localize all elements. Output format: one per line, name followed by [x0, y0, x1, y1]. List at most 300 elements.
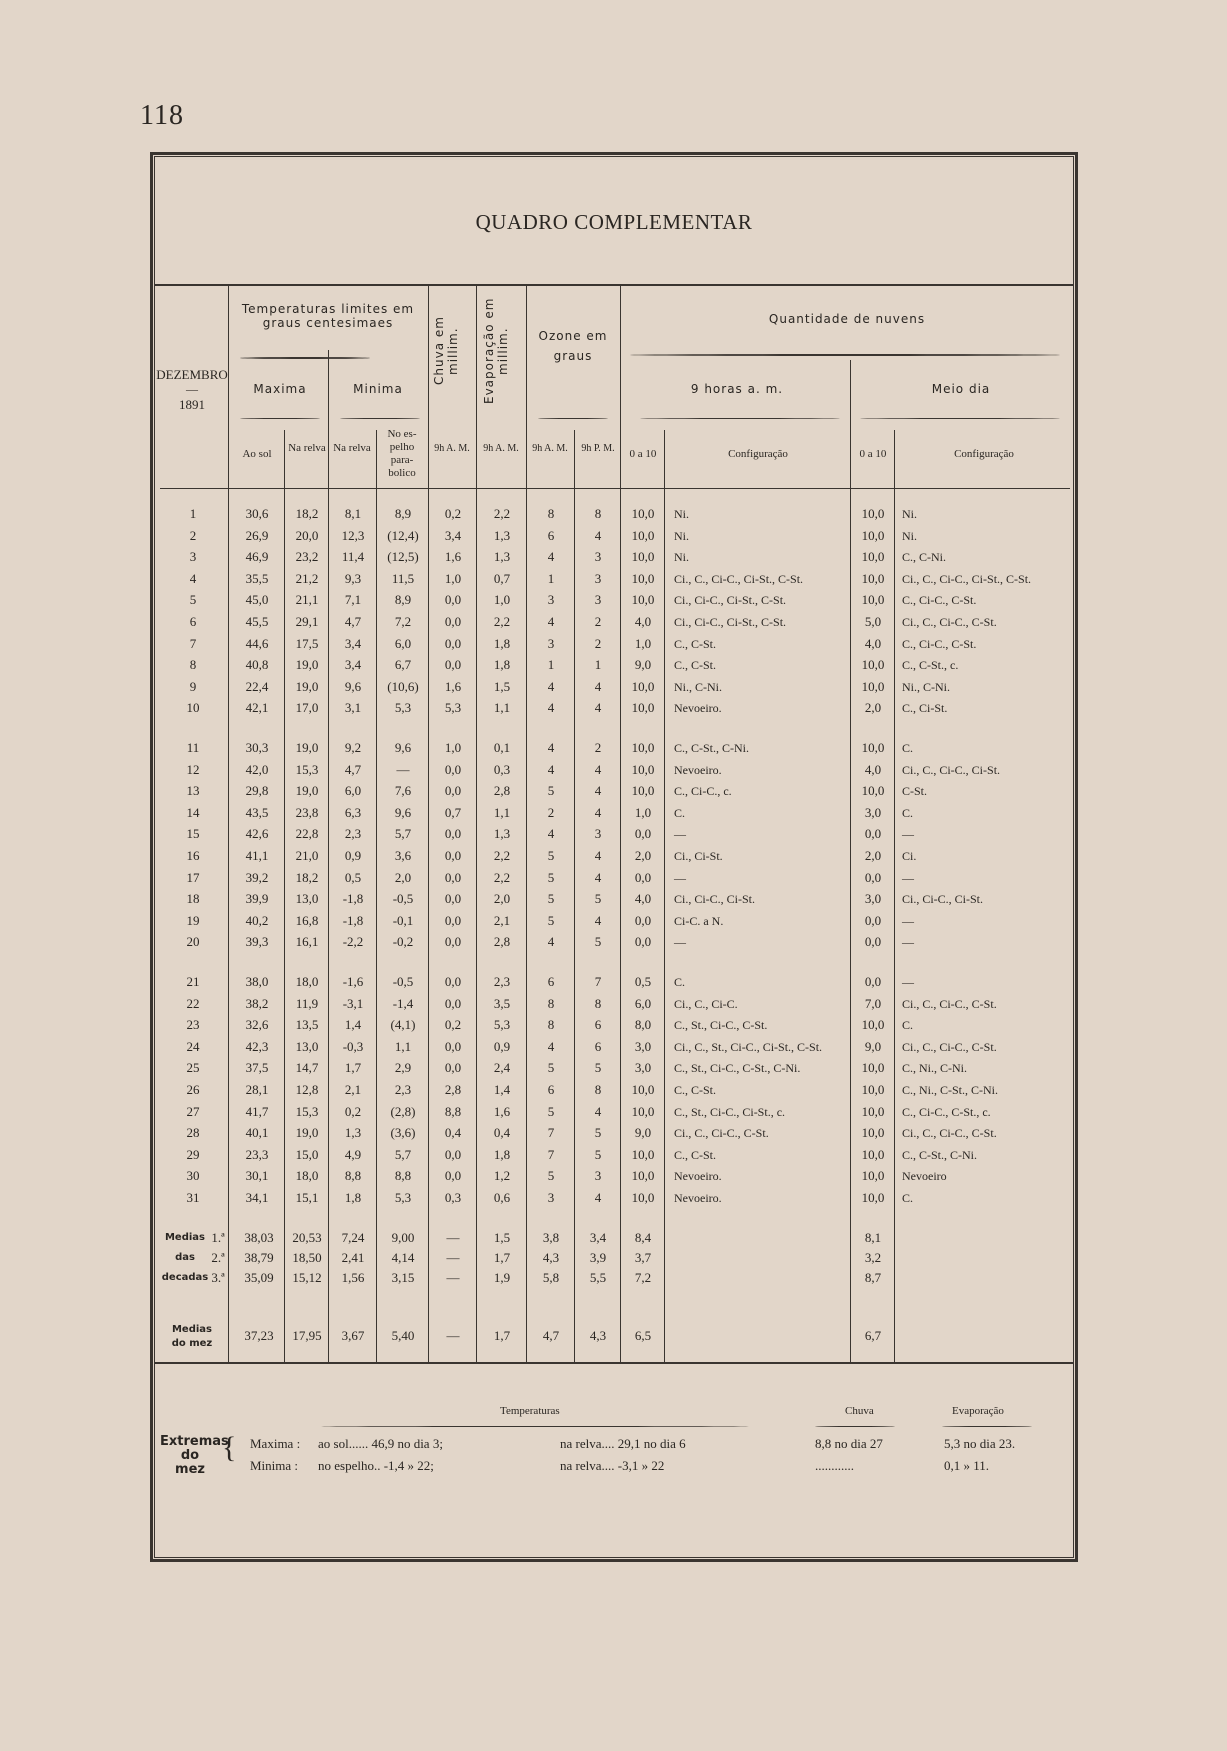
cell-day: 26: [186, 1082, 200, 1097]
cell-nuvens-md-qtd: 3,0: [864, 891, 882, 907]
cell-evaporacao-9h: 1,3: [493, 826, 511, 842]
cell-nuvens-md-config: C.: [902, 1191, 914, 1205]
footer-swash: [320, 1426, 750, 1427]
cell-min-no-espelho: -0,1: [392, 912, 414, 928]
cell-min-no-espelho: (3,6): [390, 1125, 416, 1141]
cell-evaporacao-9h: 2,2: [493, 848, 511, 863]
cell-nuvens-md-config: —: [902, 975, 914, 989]
col-rule: [428, 284, 429, 1362]
header-swash: [860, 418, 1060, 419]
cell-max-na-relva: 21,1: [295, 592, 319, 608]
medias-mez-cell: 6,7: [864, 1328, 882, 1343]
cell-ozone-9h-pm: 2: [594, 614, 602, 629]
cell-nuvens-am-qtd: 3,0: [634, 1038, 652, 1054]
cell-ozone-9h-pm: 4: [594, 783, 602, 799]
cell-max-na-relva: 19,0: [295, 1125, 319, 1141]
cell-nuvens-am-config: C., St., Ci-C., C-St.: [674, 1018, 768, 1033]
header-configuracao-am: Configuração: [728, 448, 788, 460]
cell-nuvens-md-config: C., C-Ni.: [902, 550, 947, 565]
cell-min-no-espelho: 8,9: [394, 592, 412, 608]
cell-ozone-9h-am: 4: [547, 678, 555, 694]
cell-day: 29: [186, 1146, 200, 1162]
medias-mez-cell: 4,7: [542, 1328, 560, 1343]
extremas-chuva-heading: Chuva: [845, 1405, 874, 1417]
extremas-max-label: Maxima :: [250, 1436, 301, 1451]
medias-decadas-cell: 4,3: [542, 1250, 560, 1265]
extremas-evaporacao-heading: Evaporação: [952, 1405, 1004, 1417]
cell-ozone-9h-am: 4: [547, 826, 555, 842]
cell-chuva-9h: 0,7: [444, 804, 462, 820]
cell-day: 21: [186, 974, 200, 989]
cell-chuva-9h: 0,0: [444, 891, 462, 907]
cell-max-na-relva: 15,3: [295, 1103, 319, 1119]
cell-min-no-espelho: 6,0: [394, 635, 412, 651]
cell-chuva-9h: 1,0: [444, 740, 462, 755]
cell-nuvens-am-qtd: 10,0: [631, 1082, 655, 1097]
medias-decadas-cell: 1,7: [493, 1250, 511, 1265]
cell-nuvens-am-config: C., C-St.: [674, 658, 717, 673]
cell-ozone-9h-pm: 7: [594, 974, 602, 989]
cell-nuvens-md-config: —: [902, 827, 914, 842]
cell-nuvens-am-config: Ci., Ci-C., Ci-St., C-St.: [674, 615, 787, 629]
cell-max-ao-sol: 40,2: [245, 912, 269, 928]
cell-min-na-relva: 6,0: [344, 783, 362, 799]
cell-nuvens-md-qtd: 0,0: [864, 826, 882, 842]
medias-decadas-cell: 1.ª: [211, 1230, 225, 1245]
cell-nuvens-am-config: C., C-St.: [674, 636, 717, 651]
cell-max-na-relva: 18,0: [295, 1168, 319, 1184]
cell-nuvens-md-qtd: 2,0: [864, 848, 882, 863]
cell-chuva-9h: 5,3: [444, 700, 462, 716]
cell-nuvens-md-config: Ni., C-Ni.: [902, 679, 950, 694]
cell-ozone-9h-pm: 2: [594, 635, 602, 651]
cell-nuvens-am-qtd: 10,0: [631, 761, 655, 777]
cell-nuvens-md-config: C., Ci-St.: [902, 701, 948, 716]
cell-max-ao-sol: 26,9: [245, 527, 269, 543]
cell-day: 5: [189, 592, 197, 608]
cell-evaporacao-9h: 0,3: [493, 761, 511, 777]
cell-max-ao-sol: 42,0: [245, 761, 269, 777]
medias-decadas-cell: —: [446, 1230, 460, 1245]
medias-decadas-cell: 2,41: [341, 1250, 365, 1265]
medias-decadas-label-1: Medias: [164, 1232, 206, 1243]
cell-ozone-9h-pm: 8: [594, 506, 602, 521]
medias-decadas-cell: 20,53: [292, 1230, 322, 1245]
cell-nuvens-am-config: C., C-St.: [674, 1147, 717, 1162]
cell-nuvens-md-config: C.: [902, 1018, 914, 1033]
page-number: 118: [140, 100, 184, 131]
col-rule: [526, 284, 527, 1362]
cell-ozone-9h-am: 4: [547, 549, 555, 565]
cell-chuva-9h: 0,0: [444, 934, 462, 950]
cell-max-ao-sol: 42,1: [245, 700, 269, 716]
cell-nuvens-am-qtd: 0,0: [634, 934, 652, 950]
cell-nuvens-md-config: —: [902, 935, 914, 950]
cell-nuvens-am-config: C., C-St., C-Ni.: [674, 741, 750, 755]
cell-nuvens-am-config: Ni., C-Ni.: [674, 679, 722, 694]
cell-nuvens-md-qtd: 10,0: [861, 1125, 885, 1141]
cell-day: 22: [186, 995, 200, 1011]
cell-max-ao-sol: 41,7: [245, 1103, 269, 1119]
cell-ozone-9h-pm: 8: [594, 995, 602, 1011]
cell-min-no-espelho: -1,4: [392, 995, 414, 1011]
cell-nuvens-am-qtd: 0,0: [634, 869, 652, 885]
cell-max-ao-sol: 45,5: [245, 614, 269, 629]
cell-max-ao-sol: 22,4: [245, 678, 269, 694]
cell-ozone-9h-am: 7: [547, 1125, 555, 1141]
medias-decadas-cell: 3,15: [391, 1270, 415, 1285]
medias-decadas-cell: 38,79: [244, 1250, 274, 1265]
cell-ozone-9h-am: 5: [547, 1168, 555, 1184]
cell-evaporacao-9h: 2,8: [493, 934, 511, 950]
cell-max-na-relva: 13,0: [295, 891, 319, 907]
cell-min-no-espelho: 9,6: [394, 804, 412, 820]
col-rule: [476, 284, 477, 1362]
cell-day: 16: [186, 848, 200, 863]
header-swash: [240, 357, 370, 359]
header-minima: Minima: [353, 382, 403, 396]
cell-min-no-espelho: 5,3: [394, 700, 412, 716]
cell-nuvens-md-config: —: [902, 870, 914, 885]
cell-day: 17: [186, 869, 200, 885]
cell-max-ao-sol: 39,3: [245, 934, 269, 950]
cell-min-na-relva: 3,4: [344, 657, 362, 673]
cell-nuvens-md-config: Ci., Ci-C., Ci-St.: [902, 892, 984, 907]
cell-nuvens-md-qtd: 10,0: [861, 527, 885, 543]
extremas-label-2: do: [180, 1448, 200, 1463]
cell-day: 27: [186, 1103, 200, 1119]
cell-ozone-9h-pm: 4: [594, 527, 602, 543]
cell-chuva-9h: 0,0: [444, 783, 462, 799]
medias-decadas-cell: 1,56: [341, 1270, 365, 1285]
cell-min-na-relva: 1,7: [344, 1060, 362, 1076]
cell-chuva-9h: 1,6: [444, 549, 462, 565]
cell-ozone-9h-pm: 5: [594, 1146, 602, 1162]
col-rule: [574, 430, 575, 1362]
cell-min-no-espelho: 8,8: [394, 1168, 412, 1184]
cell-min-no-espelho: 2,9: [394, 1060, 412, 1076]
cell-min-na-relva: 1,3: [344, 1125, 362, 1141]
extremas-min-espelho: no espelho.. -1,4 » 22;: [318, 1458, 434, 1473]
cell-max-na-relva: 15,1: [295, 1190, 319, 1205]
footer-swash: [815, 1426, 895, 1427]
medias-decadas-cell: 7,2: [634, 1270, 652, 1285]
cell-evaporacao-9h: 1,1: [493, 700, 511, 716]
cell-nuvens-md-qtd: 0,0: [864, 974, 882, 989]
cell-min-na-relva: 0,9: [344, 848, 362, 863]
cell-min-no-espelho: 5,7: [394, 1146, 412, 1162]
cell-evaporacao-9h: 1,8: [493, 1146, 511, 1162]
cell-max-na-relva: 16,1: [295, 934, 319, 950]
cell-ozone-9h-am: 8: [547, 1017, 555, 1033]
title-rule: [154, 284, 1074, 286]
extremas-temperaturas-heading: Temperaturas: [500, 1405, 560, 1417]
cell-nuvens-am-config: C., C-St.: [674, 1083, 717, 1097]
cell-nuvens-md-qtd: 0,0: [864, 869, 882, 885]
cell-ozone-9h-pm: 6: [594, 1017, 602, 1033]
cell-nuvens-md-qtd: 3,0: [864, 804, 882, 820]
cell-nuvens-am-config: Nevoeiro.: [674, 1191, 722, 1205]
cell-chuva-9h: 0,0: [444, 826, 462, 842]
cell-nuvens-am-config: Nevoeiro.: [674, 762, 722, 777]
cell-nuvens-md-config: C., Ci-C., C-St.: [902, 593, 977, 608]
cell-max-ao-sol: 38,0: [245, 974, 269, 989]
cell-min-na-relva: 9,6: [344, 678, 362, 694]
header-nove-horas: 9 horas a. m.: [690, 382, 784, 396]
cell-ozone-9h-pm: 4: [594, 848, 602, 863]
cell-nuvens-md-qtd: 2,0: [864, 700, 882, 716]
cell-max-na-relva: 20,0: [295, 527, 319, 543]
cell-max-na-relva: 17,0: [295, 700, 319, 716]
header-dash: —: [186, 382, 198, 396]
cell-max-na-relva: 16,8: [295, 912, 319, 928]
medias-mez-cell: 37,23: [244, 1328, 274, 1343]
medias-decadas-cell: —: [446, 1270, 460, 1285]
cell-day: 9: [189, 678, 197, 694]
cell-nuvens-am-qtd: 4,0: [634, 891, 652, 907]
cell-nuvens-am-qtd: 1,0: [634, 804, 652, 820]
cell-max-ao-sol: 28,1: [245, 1082, 269, 1097]
cell-ozone-9h-pm: 3: [594, 1168, 602, 1184]
cell-min-no-espelho: -0,5: [392, 891, 414, 907]
cell-ozone-9h-pm: 2: [594, 740, 602, 755]
cell-min-na-relva: 2,3: [344, 826, 362, 842]
cell-min-no-espelho: 7,6: [394, 783, 412, 799]
cell-ozone-9h-pm: 3: [594, 570, 602, 586]
cell-nuvens-am-qtd: 1,0: [634, 635, 652, 651]
cell-day: 8: [189, 657, 197, 673]
cell-nuvens-am-qtd: 9,0: [634, 657, 652, 673]
cell-nuvens-md-qtd: 5,0: [864, 614, 882, 629]
cell-nuvens-md-config: C-St.: [902, 784, 928, 799]
cell-nuvens-am-qtd: 10,0: [631, 740, 655, 755]
medias-decadas-cell: 3,9: [589, 1250, 607, 1265]
cell-max-ao-sol: 40,8: [245, 657, 269, 673]
cell-evaporacao-9h: 1,0: [493, 592, 511, 608]
cell-nuvens-md-config: Ci., C., Ci-C., C-St.: [902, 1039, 997, 1054]
cell-ozone-9h-am: 4: [547, 761, 555, 777]
cell-nuvens-am-qtd: 9,0: [634, 1125, 652, 1141]
cell-evaporacao-9h: 2,2: [493, 614, 511, 629]
cell-max-na-relva: 13,0: [295, 1038, 319, 1054]
cell-min-no-espelho: 7,2: [394, 614, 412, 629]
cell-max-na-relva: 18,2: [295, 869, 319, 885]
cell-nuvens-am-config: Ci., C., Ci-C., C-St.: [674, 1126, 769, 1141]
cell-max-na-relva: 29,1: [295, 614, 319, 629]
col-rule: [664, 430, 665, 1362]
cell-ozone-9h-pm: 1: [594, 657, 602, 673]
cell-ozone-9h-am: 5: [547, 869, 555, 885]
cell-nuvens-md-qtd: 10,0: [861, 549, 885, 565]
header-no-espelho: No es-pelho para-bolico: [387, 428, 417, 479]
cell-day: 12: [186, 761, 200, 777]
cell-min-na-relva: 1,8: [344, 1190, 362, 1205]
cell-ozone-9h-am: 4: [547, 1038, 555, 1054]
cell-min-na-relva: 4,9: [344, 1146, 362, 1162]
cell-evaporacao-9h: 2,2: [493, 506, 511, 521]
header-month: DEZEMBRO: [156, 367, 228, 382]
cell-nuvens-md-config: C., Ci-C., C-St.: [902, 636, 977, 651]
cell-min-na-relva: 8,1: [344, 506, 362, 521]
header-chuva: Chuva em millim.: [432, 316, 460, 386]
cell-nuvens-am-config: —: [674, 827, 686, 842]
cell-min-na-relva: -3,1: [342, 995, 364, 1011]
cell-nuvens-am-qtd: 10,0: [631, 549, 655, 565]
cell-nuvens-md-config: C., C-St., c.: [902, 658, 959, 673]
cell-max-na-relva: 23,2: [295, 549, 319, 565]
cell-chuva-9h: 0,2: [444, 1017, 462, 1033]
medias-decadas-cell: 2.ª: [211, 1250, 225, 1265]
cell-day: 30: [186, 1168, 200, 1184]
cell-ozone-9h-am: 4: [547, 740, 555, 755]
cell-day: 6: [189, 614, 197, 629]
cell-nuvens-md-qtd: 7,0: [864, 995, 882, 1011]
medias-decadas-cell: 1,5: [493, 1230, 511, 1245]
header-bottom-rule: [160, 488, 1070, 489]
cell-ozone-9h-pm: 6: [594, 1038, 602, 1054]
medias-mez-cell: 1,7: [493, 1328, 511, 1343]
cell-nuvens-am-qtd: 3,0: [634, 1060, 652, 1076]
cell-max-na-relva: 14,7: [295, 1060, 319, 1076]
cell-ozone-9h-am: 8: [547, 995, 555, 1011]
medias-decadas-cell: 7,24: [341, 1230, 365, 1245]
cell-nuvens-md-qtd: 10,0: [861, 740, 885, 755]
cell-max-ao-sol: 30,6: [245, 506, 269, 521]
cell-chuva-9h: 0,3: [444, 1190, 462, 1205]
header-na-relva-min: Na relva: [333, 442, 371, 454]
cell-min-na-relva: 2,1: [344, 1082, 362, 1097]
header-ao-sol: Ao sol: [242, 448, 272, 460]
cell-min-no-espelho: 6,7: [394, 657, 412, 673]
cell-ozone-9h-am: 7: [547, 1146, 555, 1162]
cell-nuvens-am-config: C., Ci-C., c.: [674, 784, 732, 799]
cell-ozone-9h-am: 6: [547, 974, 555, 989]
cell-max-na-relva: 19,0: [295, 783, 319, 799]
cell-min-na-relva: 0,2: [344, 1103, 362, 1119]
cell-nuvens-md-config: Ci., C., Ci-C., C-St.: [902, 996, 997, 1011]
cell-evaporacao-9h: 1,6: [493, 1103, 511, 1119]
header-temperaturas: Temperaturas limites em graus centesimaes: [241, 302, 415, 330]
cell-ozone-9h-pm: 4: [594, 700, 602, 716]
cell-ozone-9h-am: 5: [547, 1060, 555, 1076]
cell-day: 31: [186, 1190, 200, 1205]
cell-max-na-relva: 15,0: [295, 1146, 319, 1162]
cell-max-na-relva: 22,8: [295, 826, 319, 842]
cell-nuvens-am-config: C., St., Ci-C., Ci-St., c.: [674, 1104, 786, 1119]
cell-max-na-relva: 12,8: [295, 1082, 319, 1097]
cell-day: 19: [186, 912, 200, 928]
cell-day: 24: [186, 1038, 200, 1054]
cell-nuvens-md-qtd: 10,0: [861, 657, 885, 673]
cell-evaporacao-9h: 1,8: [493, 657, 511, 673]
cell-nuvens-md-qtd: 10,0: [861, 506, 885, 521]
cell-ozone-9h-am: 6: [547, 1082, 555, 1097]
medias-decadas-cell: 38,03: [244, 1230, 274, 1245]
header-swash: [538, 418, 608, 419]
cell-nuvens-md-config: Ci., C., Ci-C., Ci-St.: [902, 762, 1001, 777]
cell-evaporacao-9h: 1,1: [493, 804, 511, 820]
cell-chuva-9h: 0,0: [444, 657, 462, 673]
cell-nuvens-md-qtd: 10,0: [861, 783, 885, 799]
cell-nuvens-md-config: Ci., C., Ci-C., Ci-St., C-St.: [902, 571, 1032, 586]
cell-nuvens-am-config: Nevoeiro.: [674, 1169, 722, 1184]
cell-nuvens-am-qtd: 0,0: [634, 912, 652, 928]
cell-nuvens-md-qtd: 10,0: [861, 570, 885, 586]
cell-nuvens-am-qtd: 10,0: [631, 678, 655, 694]
footer-swash: [942, 1426, 1032, 1427]
cell-min-na-relva: 8,8: [344, 1168, 362, 1184]
col-rule: [328, 350, 329, 1362]
cell-max-ao-sol: 45,0: [245, 592, 269, 608]
cell-day: 28: [186, 1125, 200, 1141]
cell-nuvens-am-qtd: 10,0: [631, 506, 655, 521]
cell-day: 1: [189, 506, 197, 521]
medias-mez-cell: 6,5: [634, 1328, 652, 1343]
cell-evaporacao-9h: 2,2: [493, 869, 511, 885]
medias-mez-cell: 3,67: [341, 1328, 365, 1343]
cell-max-na-relva: 11,9: [295, 995, 319, 1011]
cell-evaporacao-9h: 2,4: [493, 1060, 511, 1076]
cell-chuva-9h: 0,0: [444, 1038, 462, 1054]
cell-ozone-9h-pm: 4: [594, 804, 602, 820]
cell-evaporacao-9h: 2,0: [493, 891, 511, 907]
cell-max-na-relva: 19,0: [295, 740, 319, 755]
col-rule: [376, 430, 377, 1362]
cell-chuva-9h: 3,4: [444, 527, 462, 543]
cell-ozone-9h-pm: 3: [594, 826, 602, 842]
cell-ozone-9h-am: 1: [547, 570, 555, 586]
cell-day: 2: [189, 527, 197, 543]
medias-decadas-label-3: decadas: [161, 1272, 209, 1283]
cell-nuvens-am-config: Ci., Ci-St.: [674, 849, 723, 863]
medias-decadas-cell: —: [446, 1250, 460, 1265]
cell-max-ao-sol: 42,3: [245, 1038, 269, 1054]
header-9h-evap: 9h A. M.: [483, 443, 519, 454]
extremas-min-chuva: ............: [815, 1458, 854, 1473]
cell-min-no-espelho: 5,7: [394, 826, 412, 842]
cell-nuvens-md-config: Ci., C., Ci-C., C-St.: [902, 615, 997, 629]
cell-chuva-9h: 1,6: [444, 678, 462, 694]
medias-mez-cell: 4,3: [589, 1328, 607, 1343]
cell-min-no-espelho: —: [396, 761, 410, 777]
cell-chuva-9h: 0,0: [444, 869, 462, 885]
header-swash: [340, 418, 420, 419]
cell-ozone-9h-am: 5: [547, 783, 555, 799]
cell-evaporacao-9h: 1,2: [493, 1168, 511, 1184]
cell-nuvens-md-qtd: 10,0: [861, 1146, 885, 1162]
cell-chuva-9h: 1,0: [444, 570, 462, 586]
cell-chuva-9h: 0,0: [444, 635, 462, 651]
cell-ozone-9h-pm: 4: [594, 1103, 602, 1119]
cell-min-na-relva: 0,5: [344, 869, 362, 885]
header-9h-ozone-pm: 9h P. M.: [581, 443, 615, 454]
header-0a10-md: 0 a 10: [859, 448, 887, 460]
cell-nuvens-md-config: —: [902, 913, 914, 928]
cell-ozone-9h-pm: 5: [594, 1060, 602, 1076]
cell-nuvens-md-config: C.: [902, 741, 914, 755]
cell-chuva-9h: 0,0: [444, 592, 462, 608]
cell-evaporacao-9h: 0,1: [493, 740, 511, 755]
cell-max-na-relva: 19,0: [295, 678, 319, 694]
cell-min-na-relva: 3,1: [344, 700, 362, 716]
medias-mez-label-1: Medias: [171, 1324, 213, 1335]
cell-nuvens-am-qtd: 10,0: [631, 700, 655, 716]
cell-max-ao-sol: 32,6: [245, 1017, 269, 1033]
cell-day: 7: [189, 635, 197, 651]
cell-nuvens-am-qtd: 10,0: [631, 783, 655, 799]
cell-evaporacao-9h: 0,9: [493, 1038, 511, 1054]
cell-nuvens-am-qtd: 10,0: [631, 1146, 655, 1162]
